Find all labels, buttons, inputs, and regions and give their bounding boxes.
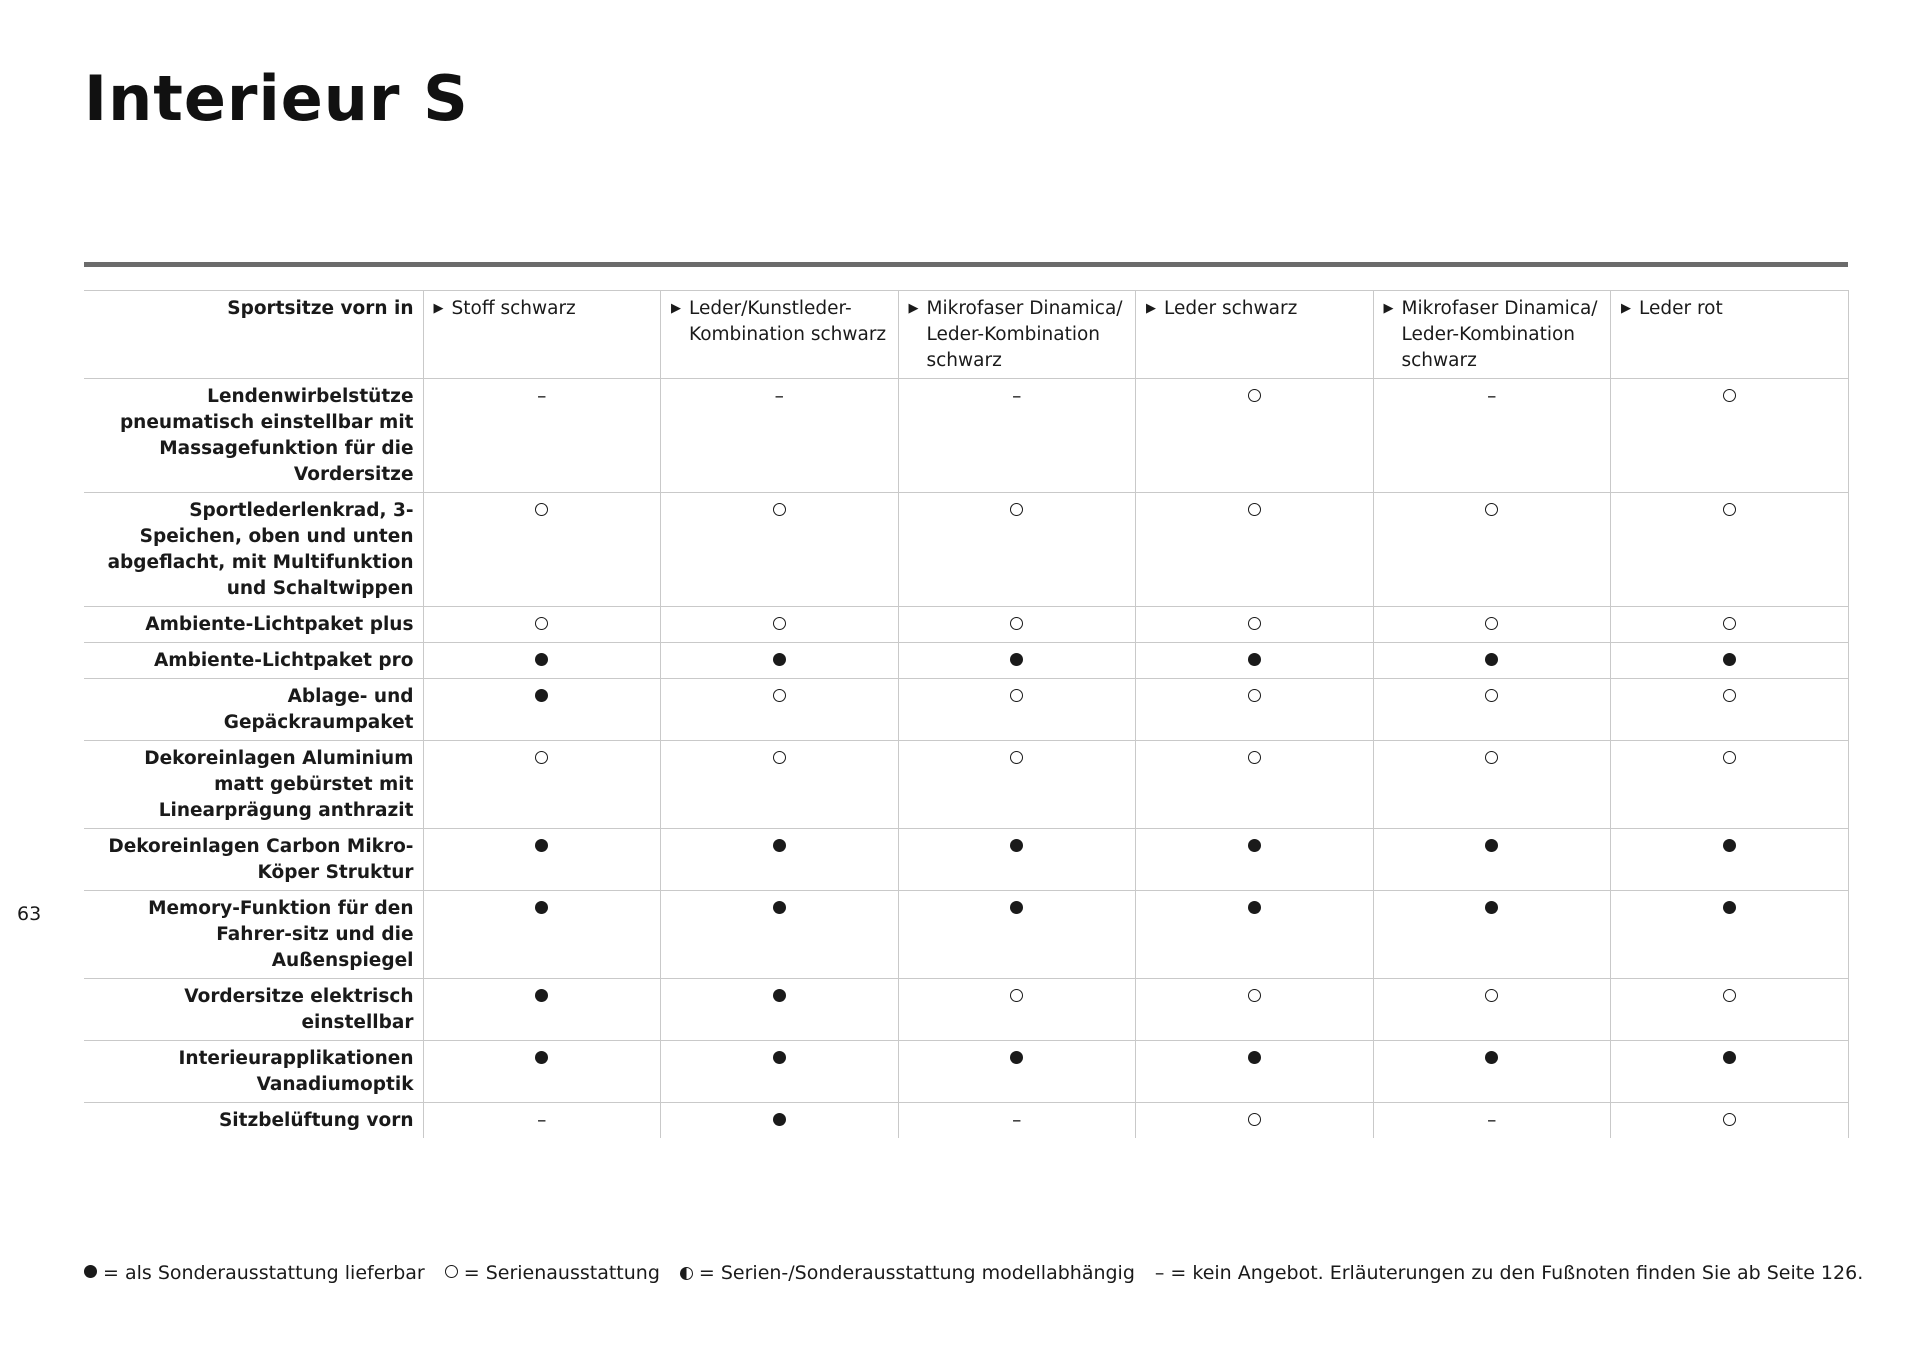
open-circle-icon (535, 751, 548, 764)
filled-circle-icon (1010, 839, 1023, 852)
equipment-table (84, 290, 1849, 1138)
open-circle-icon (1723, 689, 1736, 702)
table-cell (898, 829, 1136, 891)
table-cell (1136, 1103, 1374, 1139)
table-cell (1136, 379, 1374, 493)
open-circle-icon (773, 617, 786, 630)
table-cell (1611, 607, 1849, 643)
filled-circle-icon (773, 839, 786, 852)
triangle-right-icon: ▶ (1146, 301, 1156, 316)
triangle-right-icon: ▶ (433, 301, 444, 316)
open-circle-icon (1248, 617, 1261, 630)
triangle-right-icon: ▶ (671, 301, 681, 316)
table-cell (661, 379, 899, 493)
table-cell (423, 643, 661, 679)
table-cell (1373, 741, 1611, 829)
table-row (84, 493, 1848, 607)
open-circle-icon (535, 617, 548, 630)
triangle-right-icon: ▶ (1621, 301, 1631, 316)
table-cell (1373, 979, 1611, 1041)
table-cell (1136, 679, 1374, 741)
column-header-label: Mikrofaser Dinamica/ Leder-Kombination schwarz (1401, 298, 1598, 371)
table-cell (1373, 679, 1611, 741)
table-row (84, 679, 1848, 741)
page-number: 63 (17, 903, 42, 925)
table-cell (1611, 493, 1849, 607)
table-row (84, 643, 1848, 679)
table-cell (1136, 741, 1374, 829)
open-circle-icon (535, 503, 548, 516)
table-cell (898, 643, 1136, 679)
table-cell (1136, 979, 1374, 1041)
open-circle-icon (1010, 503, 1023, 516)
table-cell (1611, 643, 1849, 679)
dash-icon: – (774, 386, 784, 407)
equipment-table-wrapper (84, 290, 1848, 1138)
column-header-label: Stoff schwarz (451, 298, 576, 319)
open-circle-icon (1248, 389, 1261, 402)
open-circle-icon (773, 503, 786, 516)
filled-circle-icon (1010, 653, 1023, 666)
legend-item-standard (445, 1262, 660, 1284)
filled-circle-icon (535, 1051, 548, 1064)
table-cell (423, 493, 661, 607)
page-title: Interieur S (84, 62, 469, 135)
legend-item-none (1155, 1262, 1863, 1284)
column-header (1611, 291, 1849, 379)
row-label: Vordersitze elektrisch einstellbar (84, 979, 423, 1041)
legend-standard-text: = Serienausstattung (463, 1262, 660, 1284)
row-label: Interieurapplikationen Vanadiumoptik (84, 1041, 423, 1103)
table-cell (661, 607, 899, 643)
filled-circle-icon (773, 901, 786, 914)
dash-icon: – (1012, 386, 1022, 407)
table-cell (423, 829, 661, 891)
table-cell (661, 1041, 899, 1103)
table-cell (1136, 493, 1374, 607)
filled-circle-icon (1248, 839, 1261, 852)
filled-circle-icon (1723, 1051, 1736, 1064)
table-cell (1611, 829, 1849, 891)
table-row (84, 607, 1848, 643)
filled-circle-icon (1485, 653, 1498, 666)
table-cell (423, 679, 661, 741)
table-cell (423, 607, 661, 643)
table-header-row (84, 291, 1848, 379)
table-row (84, 1103, 1848, 1139)
row-label: Ambiente-Lichtpaket pro (84, 643, 423, 679)
legend (84, 1262, 1883, 1284)
table-body (84, 379, 1848, 1139)
filled-circle-icon (535, 989, 548, 1002)
open-circle-icon (1723, 1113, 1736, 1126)
open-circle-icon (1723, 503, 1736, 516)
table-cell (1373, 1103, 1611, 1139)
table-row (84, 829, 1848, 891)
filled-circle-icon (773, 989, 786, 1002)
open-circle-icon (773, 689, 786, 702)
dash-icon: – (1487, 386, 1497, 407)
open-circle-icon (1723, 617, 1736, 630)
triangle-right-icon: ▶ (908, 301, 919, 316)
table-cell (898, 493, 1136, 607)
legend-optional-text: = als Sonderausstattung lieferbar (103, 1262, 425, 1284)
table-cell (661, 643, 899, 679)
column-header-label: Leder/Kunstleder-Kombination schwarz (689, 298, 887, 345)
open-circle-icon (1723, 989, 1736, 1002)
filled-circle-icon (535, 689, 548, 702)
column-header (898, 291, 1136, 379)
filled-circle-icon (1010, 901, 1023, 914)
table-cell (423, 979, 661, 1041)
column-header (423, 291, 661, 379)
table-cell (1373, 1041, 1611, 1103)
open-circle-icon (1248, 751, 1261, 764)
filled-circle-icon (1248, 1051, 1261, 1064)
column-header (1373, 291, 1611, 379)
table-row (84, 379, 1848, 493)
row-label: Memory-Funktion für den Fahrer-sitz und die Außenspiegel (84, 891, 423, 979)
table-cell (1373, 493, 1611, 607)
filled-circle-icon (535, 839, 548, 852)
legend-item-model-dependent (680, 1262, 1135, 1284)
table-cell (898, 607, 1136, 643)
dash-icon: – (537, 1110, 547, 1131)
column-header-label: Mikrofaser Dinamica/ Leder-Kombination schwarz (926, 298, 1123, 371)
legend-model-dependent-text: = Serien-/Sonderausstattung modellabhängig (698, 1262, 1135, 1284)
open-circle-icon (1248, 989, 1261, 1002)
table-cell (423, 741, 661, 829)
table-cell (1611, 979, 1849, 1041)
open-circle-icon (773, 751, 786, 764)
table-cell (661, 679, 899, 741)
table-cell (661, 979, 899, 1041)
table-cell (898, 979, 1136, 1041)
open-circle-icon (1485, 617, 1498, 630)
open-circle-icon (1485, 989, 1498, 1002)
table-cell (1373, 891, 1611, 979)
dash-icon: – (1487, 1110, 1497, 1131)
table-cell (1611, 1041, 1849, 1103)
row-label: Ablage- und Gepäckraumpaket (84, 679, 423, 741)
row-label: Ambiente-Lichtpaket plus (84, 607, 423, 643)
table-cell (661, 741, 899, 829)
column-header (1136, 291, 1374, 379)
table-row (84, 741, 1848, 829)
open-circle-icon (1248, 1113, 1261, 1126)
header-rule (84, 262, 1848, 267)
filled-circle-icon (1485, 901, 1498, 914)
filled-circle-icon (1010, 1051, 1023, 1064)
filled-circle-icon (1485, 1051, 1498, 1064)
filled-circle-icon (535, 653, 548, 666)
legend-dash-symbol: – (1154, 1262, 1165, 1284)
row-label: Lendenwirbelstütze pneumatisch einstellbar mit Massagefunktion für die Vordersitze (84, 379, 423, 493)
open-circle-icon (1485, 503, 1498, 516)
table-cell (898, 379, 1136, 493)
open-circle-icon (1723, 751, 1736, 764)
filled-circle-icon (1485, 839, 1498, 852)
row-label: Sitzbelüftung vorn (84, 1103, 423, 1139)
table-cell (898, 741, 1136, 829)
table-cell (1611, 741, 1849, 829)
table-cell (423, 1103, 661, 1139)
table-cell (661, 891, 899, 979)
row-label: Dekoreinlagen Aluminium matt gebürstet mit Linearprägung anthrazit (84, 741, 423, 829)
table-row (84, 979, 1848, 1041)
filled-circle-icon (1248, 653, 1261, 666)
table-cell (1611, 679, 1849, 741)
open-circle-icon (445, 1265, 458, 1278)
open-circle-icon (1723, 389, 1736, 402)
filled-circle-icon (1723, 901, 1736, 914)
half-circle-icon (680, 1267, 693, 1280)
table-cell (661, 493, 899, 607)
table-cell (661, 1103, 899, 1139)
table-cell (1136, 607, 1374, 643)
filled-circle-icon (773, 1051, 786, 1064)
table-row (84, 1041, 1848, 1103)
table-cell (898, 891, 1136, 979)
table-row (84, 891, 1848, 979)
open-circle-icon (1248, 689, 1261, 702)
open-circle-icon (1485, 751, 1498, 764)
legend-none-text: = kein Angebot. Erläuterungen zu den Fußnoten finden Sie ab Seite 126. (1170, 1262, 1864, 1284)
table-cell (661, 829, 899, 891)
table-cell (1611, 379, 1849, 493)
table-cell (898, 1041, 1136, 1103)
table-cell (1373, 829, 1611, 891)
filled-circle-icon (1248, 901, 1261, 914)
open-circle-icon (1485, 689, 1498, 702)
column-header-label: Leder schwarz (1164, 298, 1298, 319)
legend-item-optional (84, 1262, 425, 1284)
open-circle-icon (1010, 989, 1023, 1002)
filled-circle-icon (535, 901, 548, 914)
open-circle-icon (1010, 689, 1023, 702)
dash-icon: – (537, 386, 547, 407)
row-label: Sportlederlenkrad, 3-Speichen, oben und unten abgeflacht, mit Multifunktion und Schaltwippen (84, 493, 423, 607)
table-cell (423, 1041, 661, 1103)
table-cell (1611, 891, 1849, 979)
row-label: Dekoreinlagen Carbon Mikro-Köper Struktur (84, 829, 423, 891)
table-cell (1136, 891, 1374, 979)
table-corner-label: Sportsitze vorn in (84, 291, 423, 379)
filled-circle-icon (773, 1113, 786, 1126)
column-header-label: Leder rot (1639, 298, 1723, 319)
table-cell (1611, 1103, 1849, 1139)
column-header (661, 291, 899, 379)
filled-circle-icon (1723, 653, 1736, 666)
open-circle-icon (1248, 503, 1261, 516)
filled-circle-icon (84, 1265, 97, 1278)
table-cell (898, 1103, 1136, 1139)
table-cell (1136, 829, 1374, 891)
open-circle-icon (1010, 617, 1023, 630)
triangle-right-icon: ▶ (1383, 301, 1394, 316)
open-circle-icon (1010, 751, 1023, 764)
table-cell (898, 679, 1136, 741)
filled-circle-icon (773, 653, 786, 666)
table-cell (1136, 1041, 1374, 1103)
table-cell (423, 379, 661, 493)
dash-icon: – (1012, 1110, 1022, 1131)
filled-circle-icon (1723, 839, 1736, 852)
table-cell (1373, 379, 1611, 493)
table-cell (1136, 643, 1374, 679)
table-cell (1373, 643, 1611, 679)
table-cell (423, 891, 661, 979)
table-cell (1373, 607, 1611, 643)
